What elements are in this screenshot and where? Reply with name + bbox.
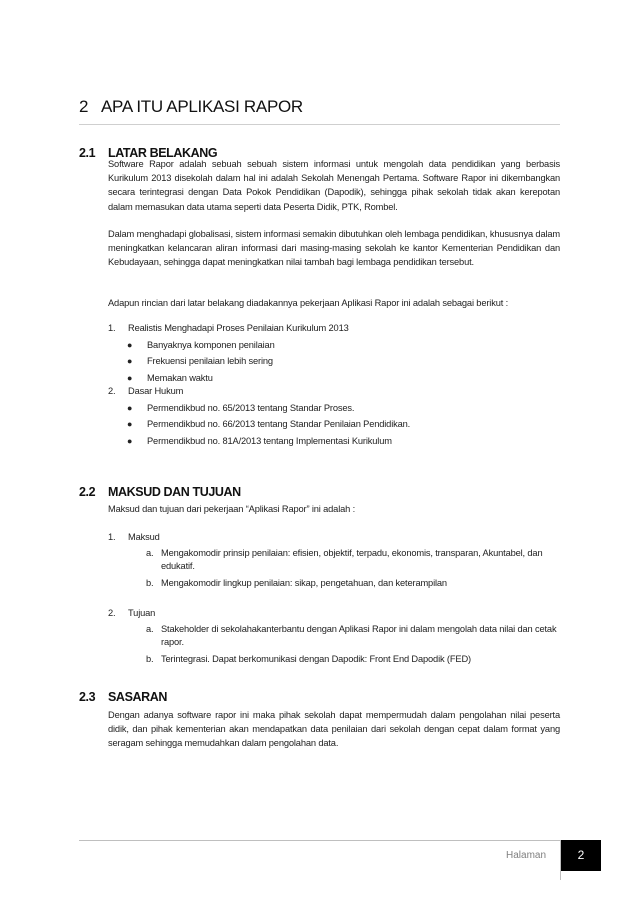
list-item	[108, 531, 560, 545]
sub-letter: b.	[146, 653, 154, 664]
bullet-item	[108, 402, 560, 416]
section-title: LATAR BELAKANG	[108, 146, 218, 160]
footer-rule	[79, 840, 560, 841]
bullet-text: Memakan waktu	[147, 372, 213, 383]
bullet-icon: ●	[127, 402, 133, 413]
bullet-icon: ●	[127, 372, 133, 383]
list-item	[108, 385, 560, 399]
chapter-heading	[79, 97, 303, 117]
bullet-item	[108, 355, 560, 369]
bullet-text: Permendikbud no. 65/2013 tentang Standar Proses.	[147, 402, 355, 413]
list-number: 1.	[108, 532, 116, 542]
section-heading-2-3	[79, 690, 167, 704]
sub-item	[108, 577, 560, 591]
bullet-icon: ●	[127, 356, 133, 366]
paragraph: Software Rapor adalah sebuah sebuah sistem informasi untuk mengolah data pendidikan yang berbasis Kurikulum 2013 disekolah dalam hal ini adalah Sekolah Menengah Pertama. Software Rapor ini dikembangkan secara terintegrasi dengan Data Pokok Pendidikan (Dapodik), sehingga pihak sekolah tidak akan kerepotan dalam memasukan data utama seperti data Peserta Didik, PTK, Rombel.	[108, 159, 560, 212]
paragraph: Dengan adanya software rapor ini maka pihak sekolah dapat mempermudah dalam pengolahan nilai peserta didik, dan pihak kementerian akan mendapatkan data penilaian dari sekolah dengan cepat dalam format yang seragam sehingga memudahkan dalam pengolahan data.	[108, 710, 560, 749]
sub-letter: a.	[146, 623, 154, 634]
sub-text: Mengakomodir prinsip penilaian: efisien, objektif, terpadu, ekonomis, transparan, Akuntabel, dan edukatif.	[161, 547, 543, 571]
sub-item	[108, 623, 560, 650]
list-item	[108, 607, 560, 621]
sub-text: Terintegrasi. Dapat berkomunikasi dengan Dapodik: Front End Dapodik (FED)	[161, 653, 471, 664]
bullet-item	[108, 372, 560, 386]
bullet-icon: ●	[127, 435, 133, 446]
bullet-text: Permendikbud no. 66/2013 tentang Standar Penilaian Pendidikan.	[147, 419, 411, 429]
sub-text: Mengakomodir lingkup penilaian: sikap, pengetahuan, dan keterampilan	[161, 577, 447, 588]
section-number: 2.3	[79, 690, 96, 704]
sub-text: Stakeholder di sekolahakanterbantu dengan Aplikasi Rapor ini dalam mengolah data nilai dan cetak rapor.	[161, 623, 557, 647]
section-title: SASARAN	[108, 690, 168, 704]
chapter-number: 2	[79, 97, 89, 116]
bullet-item	[108, 339, 560, 353]
paragraph: Adapun rincian dari latar belakang diadakannya pekerjaan Aplikasi Rapor ini adalah sebagai berikut :	[108, 298, 509, 308]
bullet-text: Permendikbud no. 81A/2013 tentang Implementasi Kurikulum	[147, 435, 392, 446]
numbered-list	[108, 322, 560, 448]
footer-page-number: 2	[561, 840, 601, 871]
bullet-text: Banyaknya komponen penilaian	[147, 339, 275, 350]
bullet-item	[108, 435, 560, 449]
list-number: 1.	[108, 323, 116, 333]
paragraph: Maksud dan tujuan dari pekerjaan “Aplikasi Rapor” ini adalah :	[108, 504, 356, 514]
list-number: 2.	[108, 608, 116, 618]
footer-page-label: Halaman	[506, 850, 547, 861]
sub-item	[108, 653, 560, 667]
list-item-text: Tujuan	[128, 608, 156, 618]
bullet-text: Frekuensi penilaian lebih sering	[147, 356, 273, 366]
list-item	[108, 322, 560, 336]
chapter-rule	[79, 124, 560, 125]
bullet-icon: ●	[127, 339, 133, 350]
section-number: 2.1	[79, 146, 96, 160]
sub-letter: a.	[146, 547, 154, 558]
paragraph: Dalam menghadapi globalisasi, sistem informasi semakin dibutuhkan oleh lembaga pendidikan, khususnya dalam meningkatkan kelancaran aliran informasi dari masing-masing sekolah ke kantor Kementerian Pendidikan dan Kebudayaan, sehingga dapat meningkatkan nilai tambah bagi lembaga pendidikan tersebut.	[108, 229, 560, 268]
numbered-list	[108, 531, 560, 666]
sub-letter: b.	[146, 577, 154, 588]
list-item-text: Maksud	[128, 532, 160, 542]
bullet-item	[108, 418, 560, 432]
section-title: MAKSUD DAN TUJUAN	[108, 485, 241, 499]
list-item-text: Dasar Hukum	[128, 386, 184, 396]
bullet-icon: ●	[127, 419, 133, 429]
list-item-text: Realistis Menghadapi Proses Penilaian Kurikulum 2013	[128, 323, 349, 333]
list-number: 2.	[108, 386, 116, 396]
chapter-title: APA ITU APLIKASI RAPOR	[101, 97, 303, 116]
section-number: 2.2	[79, 485, 96, 499]
sub-item	[108, 547, 560, 574]
section-heading-2-2	[79, 485, 241, 499]
